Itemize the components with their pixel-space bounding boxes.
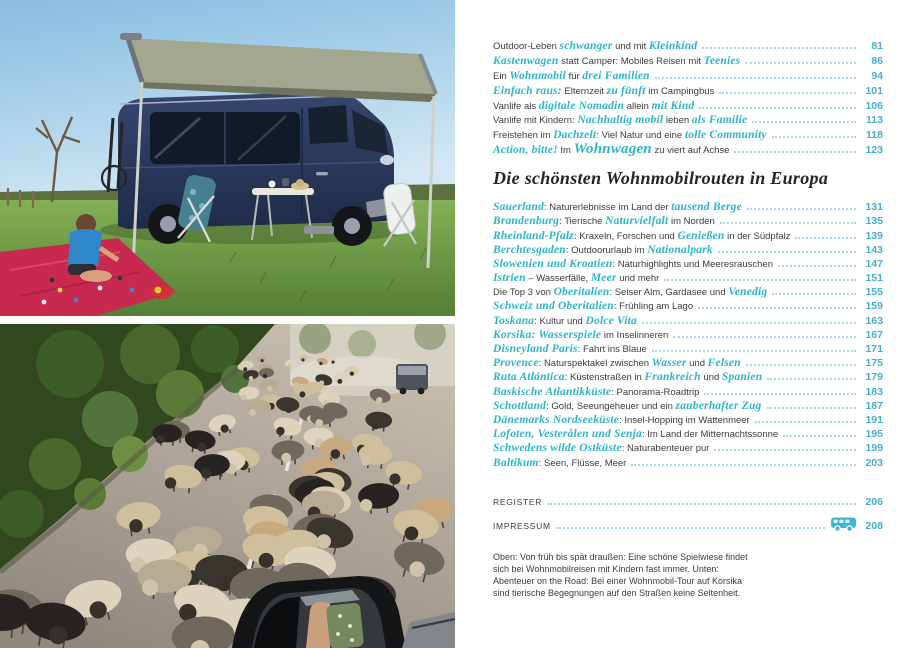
distant-van (396, 364, 428, 394)
entry-page-number: 208 (865, 519, 883, 532)
toc-entry (493, 254, 883, 268)
section-heading: Die schönsten Wohnmobilrouten in Europa (493, 168, 829, 189)
entry-page-number: 143 (865, 243, 883, 256)
dotted-leader (714, 449, 856, 451)
toc-entry (493, 424, 883, 441)
legs (80, 270, 112, 282)
cup (269, 181, 276, 188)
entry-text: Vanlife als digitale Nomadin allein mit Kind (493, 99, 695, 112)
dotted-leader (767, 407, 857, 409)
entry-page-number: 155 (865, 286, 883, 299)
dotted-leader (698, 307, 856, 309)
entry-page-number: 151 (865, 272, 883, 285)
entry-page-number: 175 (865, 357, 883, 370)
entry-page-number: 131 (865, 201, 883, 214)
entry-page-number: 191 (865, 413, 883, 426)
toc-entry (493, 353, 883, 370)
entry-text: Disneyland Paris: Fahrt ins Blaue (493, 343, 647, 355)
toc-entry (493, 226, 883, 240)
dotted-leader (652, 350, 856, 352)
entry-text: Dänemarks Nordseeküste: Insel-Hopping im Wattenmeer (493, 413, 750, 426)
toc-entry (493, 51, 883, 66)
dotted-leader (631, 464, 856, 466)
entry-page-number: 147 (865, 257, 883, 270)
table-of-contents (493, 36, 883, 600)
camper-bus-icon (830, 516, 857, 532)
entry-page-number: 163 (865, 314, 883, 327)
entry-text: Outdoor-Leben schwanger und mit Kleinkind (493, 40, 698, 52)
dotted-leader (720, 222, 856, 224)
entry-text: Sauerland: Naturerlebnisse im Land der tausend Berge (493, 201, 742, 214)
entry-page-number: 94 (871, 69, 883, 82)
toc-entry (493, 197, 883, 214)
campervan (102, 92, 394, 246)
dotted-leader (795, 237, 856, 239)
entry-text: Korsika: Wasserspiele im Inselinneren (493, 328, 669, 341)
entry-page-number: 113 (866, 114, 883, 127)
entry-page-number: 106 (865, 99, 883, 112)
entry-text: Provence: Naturspektakel zwischen Wasser und Felsen (493, 357, 741, 370)
toc-entry (493, 396, 883, 410)
dotted-leader (772, 293, 856, 295)
photo-caption: Oben: Von früh bis spät draußen: Eine schöne Spielwiese findet sich bei Wohnmobilreisen mit Kindern fast immer. Unten: Abenteuer on the Road: Bei einer Wohnmobil-Tour auf Korsika sind tierische Begegnungen auf den Straßen keine Seltenheit. (493, 551, 748, 599)
sheep-road-scene (0, 324, 455, 648)
toc-entry (493, 81, 883, 96)
toc-part-2 (493, 197, 883, 467)
entry-page-number: 187 (865, 399, 883, 412)
dotted-leader (699, 107, 856, 109)
door-handle (316, 172, 328, 175)
dotted-leader (734, 151, 856, 153)
entry-text: Die Top 3 von Oberitalien: Seiser Alm, Gardasee und Venedig (493, 286, 768, 299)
red-bag (151, 285, 173, 299)
photo-sheep-road (0, 324, 455, 648)
toc-part-1 (493, 36, 883, 158)
entry-text: REGISTER (493, 496, 543, 507)
entry-page-number: 101 (865, 84, 883, 97)
toc-entry (493, 125, 883, 140)
entry-page-number: 206 (865, 495, 883, 508)
entry-page-number: 81 (871, 40, 883, 52)
dotted-leader (783, 435, 856, 437)
dotted-leader (642, 322, 856, 324)
entry-text: Istrien – Wasserfälle, Meer und mehr (493, 272, 660, 285)
entry-text: Ein Wohnmobil für drei Familien (493, 69, 650, 82)
campervan-scene (0, 0, 455, 316)
entry-text: Vanlife mit Kindern: Nachhaltig mobil leben als Familie (493, 114, 748, 127)
entry-text: Kastenwagen statt Camper: Mobiles Reisen mit Teenies (493, 54, 741, 67)
step-stool (304, 226, 334, 234)
entry-text: Berchtesgaden: Outdoorurlaub im Nationalpark (493, 243, 713, 256)
dotted-leader (772, 136, 856, 138)
dotted-leader (719, 92, 856, 94)
toc-entry (493, 339, 883, 353)
entry-text: Freistehen im Dachzelt: Viel Natur und eine tolle Community (493, 129, 767, 142)
photo-campervan-meadow (0, 0, 455, 316)
entry-page-number: 167 (865, 328, 883, 341)
dotted-leader (655, 77, 856, 79)
entry-page-number: 183 (865, 385, 883, 398)
kettle (282, 178, 289, 186)
toc-entry (493, 296, 883, 313)
dotted-leader (745, 62, 856, 64)
entry-text: Slowenien und Kroatien: Naturhighlights und Meeresrauschen (493, 257, 773, 270)
entry-text: Ruta Atlántica: Küstenstraßen in Frankreich und Spanien (493, 371, 763, 384)
entry-page-number: 195 (865, 428, 883, 441)
entry-page-number: 199 (865, 442, 883, 455)
dotted-leader (747, 208, 856, 210)
entry-page-number: 123 (865, 144, 883, 157)
entry-text: Baltikum: Seen, Flüsse, Meer (493, 456, 627, 469)
toc-entry (493, 382, 883, 396)
toc-entry (493, 410, 883, 424)
entry-text: Schweiz und Oberitalien: Frühling am Lago (493, 300, 694, 313)
entry-text: Toskana: Kultur und Dolce Vita (493, 314, 637, 327)
dotted-leader (664, 279, 856, 281)
entry-text: Lofoten, Vesterålen und Senja: Im Land der Mitternachtssonne (493, 428, 779, 441)
entry-text: IMPRESSUM (493, 520, 551, 531)
toc-entry (493, 438, 883, 455)
dotted-leader (746, 364, 856, 366)
entry-page-number: 203 (865, 456, 883, 469)
toc-entry (493, 211, 883, 228)
patterned-sleeve (326, 602, 364, 648)
dotted-leader (704, 393, 856, 395)
toc-entry (493, 36, 883, 51)
dotted-leader (778, 265, 856, 267)
dotted-leader (556, 527, 825, 529)
entry-page-number: 179 (865, 371, 883, 384)
dotted-leader (673, 336, 856, 338)
entry-page-number: 118 (866, 129, 883, 142)
toc-entry (493, 140, 883, 158)
dotted-leader (752, 121, 856, 123)
dotted-leader (718, 251, 856, 253)
toc-entry (493, 96, 883, 111)
toc-entry (493, 367, 883, 384)
blue-shirt (68, 229, 102, 266)
entry-page-number: 86 (871, 54, 883, 67)
entry-text: Baskische Atlantikküste: Panorama-Roadtrip (493, 385, 700, 398)
toc-entry (493, 110, 883, 125)
toc-backmatter (493, 492, 883, 534)
toc-entry (493, 282, 883, 299)
dotted-leader (767, 378, 856, 380)
backmatter-entry (493, 513, 883, 534)
entry-text: Einfach raus: Elternzeit zu fünft im Campingbus (493, 84, 715, 97)
entry-text: Schwedens wilde Ostküste: Naturabenteuer pur (493, 442, 710, 455)
entry-page-number: 171 (865, 343, 883, 355)
dotted-leader (547, 503, 856, 505)
dotted-leader (755, 421, 856, 423)
entry-page-number: 159 (865, 300, 883, 313)
entry-text: Action, bitte! Im Wohnwagen zu viert auf Achse (493, 141, 730, 158)
entry-text: Schottland: Gold, Seeungeheuer und ein zauberhafter Zug (493, 399, 762, 412)
entry-page-number: 139 (865, 229, 883, 242)
backmatter-entry (493, 492, 883, 513)
headlight (380, 155, 394, 165)
toc-entry (493, 325, 883, 339)
entry-text: Brandenburg: Tierische Naturvielfalt im Norden (493, 215, 715, 228)
entry-text: Rheinland-Pfalz: Kraxeln, Forschen und Genießen in der Südpfalz (493, 229, 791, 242)
dotted-leader (702, 47, 856, 49)
entry-page-number: 135 (865, 215, 883, 228)
toc-entry (493, 240, 883, 254)
